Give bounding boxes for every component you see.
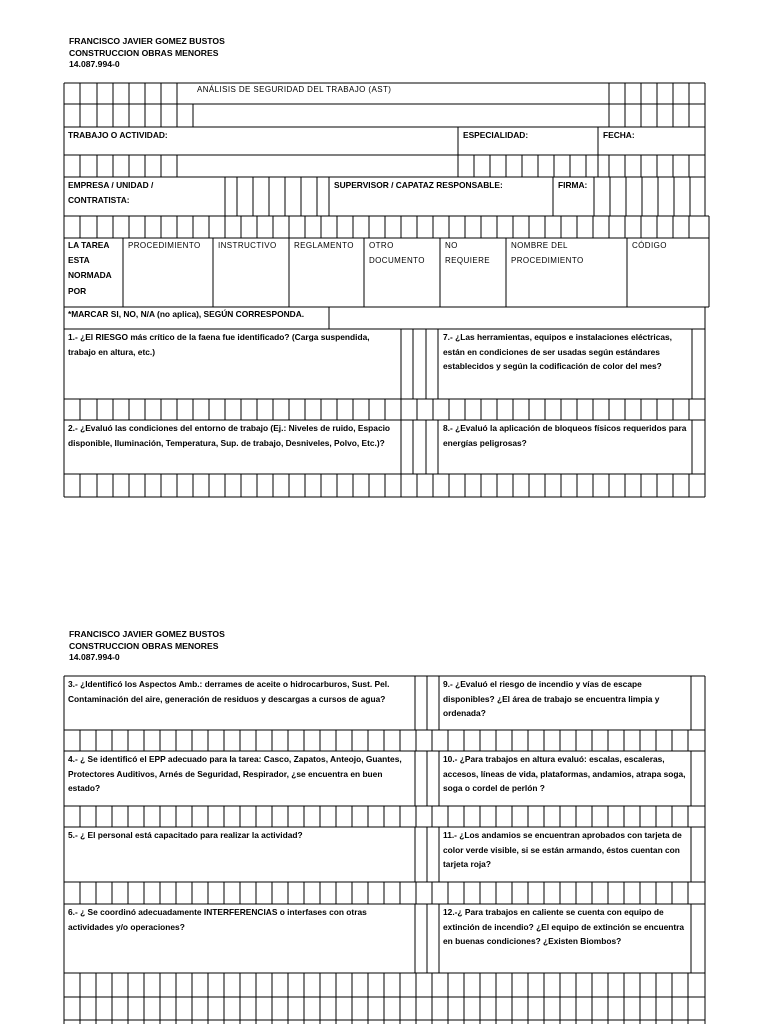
fecha-label: FECHA: (603, 130, 635, 140)
tarea-normada-label: LA TAREA ESTA NORMADA POR (68, 240, 112, 296)
question-10: 10.- ¿Para trabajos en altura evaluó: escalas, escaleras, accesos, líneas de vida, plataformas, andamios, atrapa soga, soga o cordel de perlón ? (443, 754, 686, 794)
header-rut: 14.087.994-0 (69, 59, 120, 69)
question-5: 5.- ¿ El personal está capacitado para realizar la actividad? (68, 830, 303, 840)
empresa-label: EMPRESA / UNIDAD / CONTRATISTA: (68, 180, 154, 205)
question-6: 6.- ¿ Se coordinó adecuadamente INTERFERENCIAS o interfases con otras actividades y/o operaciones? (68, 907, 367, 932)
marcar-note: *MARCAR SI, NO, N/A (no aplica), SEGÚN CORRESPONDA. (68, 309, 305, 319)
header-rut: 14.087.994-0 (69, 652, 120, 662)
header-name: FRANCISCO JAVIER GOMEZ BUSTOS (69, 629, 225, 639)
supervisor-label: SUPERVISOR / CAPATAZ RESPONSABLE: (334, 180, 503, 190)
header-name: FRANCISCO JAVIER GOMEZ BUSTOS (69, 36, 225, 46)
question-4: 4.- ¿ Se identificó el EPP adecuado para la tarea: Casco, Zapatos, Anteojo, Guantes, Protectores Auditivos, Arnés de Seguridad, Respirador, ¿se encuentra en buen estado? (68, 754, 402, 794)
firma-label: FIRMA: (558, 180, 588, 190)
trabajo-label: TRABAJO O ACTIVIDAD: (68, 130, 168, 140)
question-3: 3.- ¿Identificó los Aspectos Amb.: derrames de aceite o hidrocarburos, Sust. Pel. Contaminación del aire, generación de residuos y descargas a cursos de agua? (68, 679, 390, 704)
question-2: 2.- ¿Evaluó las condiciones del entorno de trabajo (Ej.: Niveles de ruido, Espacio disponible, Iluminación, Temperatura, Sup. de trabajo, Desniveles, Polvo, Etc.)? (68, 423, 391, 448)
question-12: 12.-¿ Para trabajos en caliente se cuenta con equipo de extinción de incendio? ¿El equipo de extinción se encuentra en buenas condiciones? ¿Existen Biombos? (443, 907, 685, 947)
especialidad-label: ESPECIALIDAD: (463, 130, 529, 140)
col-procedimiento: PROCEDIMIENTO (128, 241, 201, 250)
header-company: CONSTRUCCION OBRAS MENORES (69, 47, 219, 58)
question-1: 1.- ¿El RIESGO más crítico de la faena fue identificado? (Carga suspendida, trabajo en altura, etc.) (68, 332, 370, 357)
col-reglamento: REGLAMENTO (294, 241, 354, 250)
col-otro-documento: OTRO DOCUMENTO (369, 241, 425, 265)
col-codigo: CÓDIGO (632, 241, 667, 250)
col-no-requiere: NO REQUIERE (445, 241, 490, 265)
form-title: ANÁLISIS DE SEGURIDAD DEL TRABAJO (AST) (197, 85, 392, 94)
header-company: CONSTRUCCION OBRAS MENORES (69, 640, 219, 651)
col-instructivo: INSTRUCTIVO (218, 241, 277, 250)
question-9: 9.- ¿Evaluó el riesgo de incendio y vías de escape disponibles? ¿El área de trabajo se encuentra limpia y ordenada? (443, 679, 660, 719)
question-8: 8.- ¿Evaluó la aplicación de bloqueos físicos requeridos para energías peligrosas? (443, 423, 687, 448)
question-7: 7.- ¿Las herramientas, equipos e instalaciones eléctricas, están en condiciones de ser usadas según estándares establecidos y según la codificación de color del mes? (443, 332, 673, 372)
question-11: 11.- ¿Los andamios se encuentran aprobados con tarjeta de color verde visible, si se están armando, éstos cuentan con tarjeta roja? (443, 830, 682, 870)
col-nombre-procedimiento: NOMBRE DEL PROCEDIMIENTO (511, 241, 584, 265)
